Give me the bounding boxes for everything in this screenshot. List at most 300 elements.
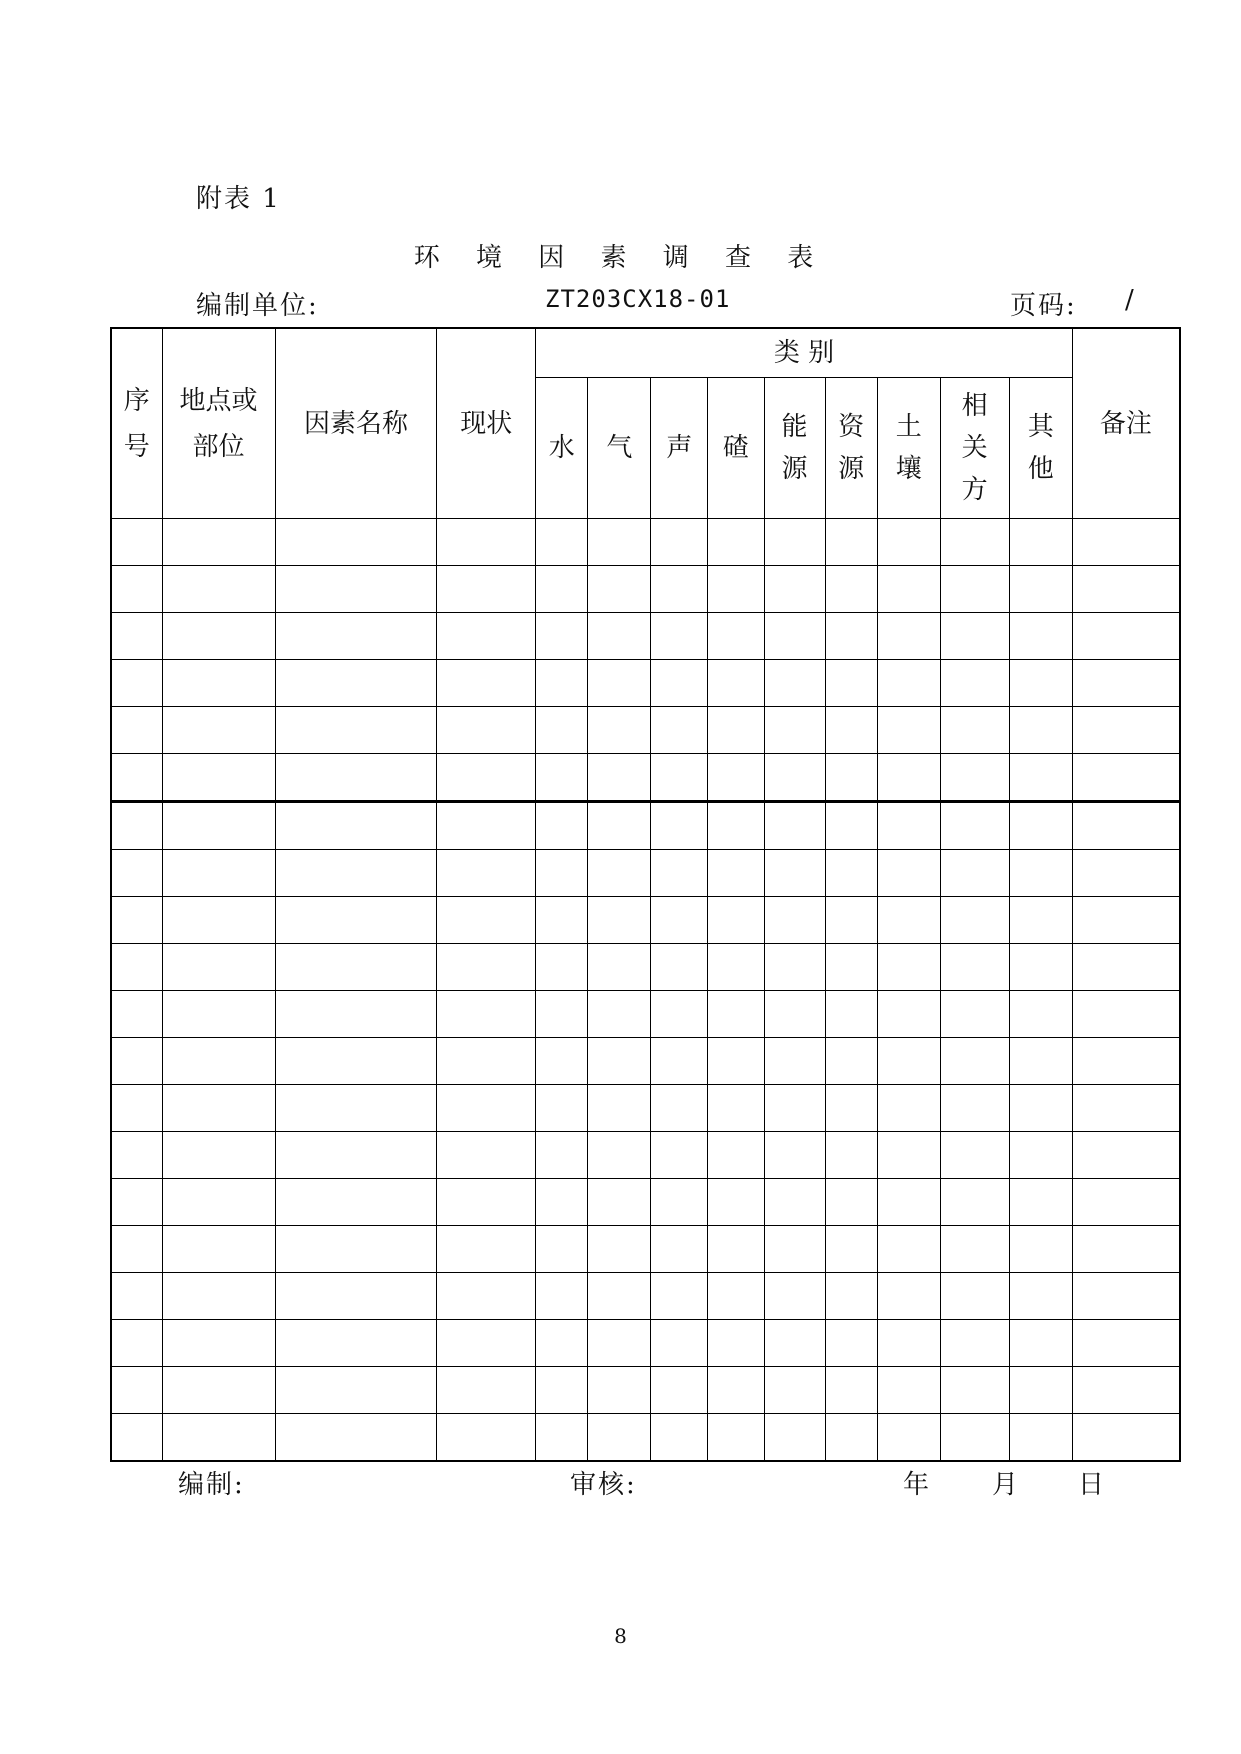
table-row bbox=[111, 944, 1180, 991]
table-cell[interactable] bbox=[707, 944, 764, 991]
table-cell[interactable] bbox=[651, 850, 708, 897]
table-cell[interactable] bbox=[877, 1320, 940, 1367]
table-cell[interactable] bbox=[437, 1179, 536, 1226]
table-cell[interactable] bbox=[825, 991, 877, 1038]
table-cell[interactable] bbox=[1009, 1179, 1072, 1226]
table-cell[interactable] bbox=[940, 1367, 1009, 1414]
table-cell[interactable] bbox=[162, 1226, 275, 1273]
table-cell[interactable] bbox=[162, 660, 275, 707]
table-cell[interactable] bbox=[588, 1273, 651, 1320]
table-cell[interactable] bbox=[275, 519, 437, 566]
table-cell[interactable] bbox=[707, 1179, 764, 1226]
header-status: 现状 bbox=[437, 328, 536, 519]
table-cell[interactable] bbox=[764, 660, 825, 707]
table-cell[interactable] bbox=[536, 754, 588, 802]
header-factor-name: 因素名称 bbox=[275, 328, 437, 519]
table-cell[interactable] bbox=[651, 1414, 708, 1462]
table-cell[interactable] bbox=[825, 1226, 877, 1273]
table-cell[interactable] bbox=[707, 991, 764, 1038]
table-cell[interactable] bbox=[588, 1132, 651, 1179]
table-cell[interactable] bbox=[1009, 1132, 1072, 1179]
table-cell[interactable] bbox=[825, 802, 877, 850]
table-cell[interactable] bbox=[707, 660, 764, 707]
table-cell[interactable] bbox=[536, 944, 588, 991]
table-cell[interactable] bbox=[651, 1085, 708, 1132]
table-cell[interactable] bbox=[940, 944, 1009, 991]
table-cell[interactable] bbox=[111, 613, 162, 660]
table-row bbox=[111, 897, 1180, 944]
table-cell[interactable] bbox=[651, 1179, 708, 1226]
table-cell[interactable] bbox=[536, 519, 588, 566]
table-cell[interactable] bbox=[877, 1132, 940, 1179]
table-cell[interactable] bbox=[764, 1367, 825, 1414]
table-cell[interactable] bbox=[536, 850, 588, 897]
table-cell[interactable] bbox=[707, 754, 764, 802]
table-cell[interactable] bbox=[940, 802, 1009, 850]
table-cell[interactable] bbox=[825, 1414, 877, 1462]
table-cell[interactable] bbox=[162, 1179, 275, 1226]
table-cell[interactable] bbox=[1072, 802, 1180, 850]
table-cell[interactable] bbox=[1072, 519, 1180, 566]
table-cell[interactable] bbox=[536, 566, 588, 613]
header-subcategory: 气 bbox=[588, 378, 651, 519]
table-cell[interactable] bbox=[437, 944, 536, 991]
table-cell[interactable] bbox=[588, 1414, 651, 1462]
table-cell[interactable] bbox=[940, 1320, 1009, 1367]
table-cell[interactable] bbox=[825, 1367, 877, 1414]
table-cell[interactable] bbox=[162, 519, 275, 566]
table-cell[interactable] bbox=[764, 991, 825, 1038]
table-cell[interactable] bbox=[1072, 897, 1180, 944]
table-cell[interactable] bbox=[707, 850, 764, 897]
table-cell[interactable] bbox=[162, 944, 275, 991]
table-row bbox=[111, 802, 1180, 850]
table-cell[interactable] bbox=[275, 1226, 437, 1273]
table-cell[interactable] bbox=[707, 1273, 764, 1320]
table-cell[interactable] bbox=[877, 897, 940, 944]
table-cell[interactable] bbox=[764, 802, 825, 850]
table-cell[interactable] bbox=[1009, 1038, 1072, 1085]
table-cell[interactable] bbox=[536, 897, 588, 944]
table-cell[interactable] bbox=[1009, 660, 1072, 707]
table-cell[interactable] bbox=[707, 707, 764, 754]
table-cell[interactable] bbox=[275, 1320, 437, 1367]
table-cell[interactable] bbox=[1009, 1367, 1072, 1414]
table-cell[interactable] bbox=[1009, 566, 1072, 613]
table-cell[interactable] bbox=[536, 1132, 588, 1179]
table-cell[interactable] bbox=[1072, 1085, 1180, 1132]
table-cell[interactable] bbox=[877, 1273, 940, 1320]
table-cell[interactable] bbox=[707, 519, 764, 566]
table-cell[interactable] bbox=[764, 897, 825, 944]
table-cell[interactable] bbox=[437, 1085, 536, 1132]
table-cell[interactable] bbox=[940, 1273, 1009, 1320]
table-cell[interactable] bbox=[275, 707, 437, 754]
table-row bbox=[111, 613, 1180, 660]
table-cell[interactable] bbox=[437, 754, 536, 802]
table-cell[interactable] bbox=[1072, 944, 1180, 991]
table-cell[interactable] bbox=[588, 660, 651, 707]
document-code: ZT203CX18-01 bbox=[545, 285, 731, 313]
table-cell[interactable] bbox=[825, 1179, 877, 1226]
table-cell[interactable] bbox=[764, 1226, 825, 1273]
table-cell[interactable] bbox=[437, 1414, 536, 1462]
table-cell[interactable] bbox=[111, 1179, 162, 1226]
table-cell[interactable] bbox=[764, 1179, 825, 1226]
table-cell[interactable] bbox=[707, 1226, 764, 1273]
table-cell[interactable] bbox=[1072, 1367, 1180, 1414]
table-cell[interactable] bbox=[651, 802, 708, 850]
table-cell[interactable] bbox=[940, 850, 1009, 897]
table-cell[interactable] bbox=[275, 802, 437, 850]
table-cell[interactable] bbox=[940, 519, 1009, 566]
table-cell[interactable] bbox=[940, 897, 1009, 944]
table-cell[interactable] bbox=[825, 1038, 877, 1085]
table-cell[interactable] bbox=[111, 1273, 162, 1320]
table-cell[interactable] bbox=[111, 1085, 162, 1132]
table-cell[interactable] bbox=[651, 1226, 708, 1273]
table-cell[interactable] bbox=[825, 566, 877, 613]
table-cell[interactable] bbox=[275, 991, 437, 1038]
table-cell[interactable] bbox=[1072, 1132, 1180, 1179]
table-cell[interactable] bbox=[588, 1085, 651, 1132]
table-cell[interactable] bbox=[111, 944, 162, 991]
table-cell[interactable] bbox=[764, 1085, 825, 1132]
table-cell[interactable] bbox=[1072, 1320, 1180, 1367]
table-cell[interactable] bbox=[536, 1367, 588, 1414]
table-cell[interactable] bbox=[162, 1414, 275, 1462]
table-cell[interactable] bbox=[275, 944, 437, 991]
table-cell[interactable] bbox=[1072, 1273, 1180, 1320]
table-cell[interactable] bbox=[437, 991, 536, 1038]
table-cell[interactable] bbox=[162, 1085, 275, 1132]
table-cell[interactable] bbox=[877, 1414, 940, 1462]
table-cell[interactable] bbox=[588, 802, 651, 850]
table-cell[interactable] bbox=[536, 1320, 588, 1367]
table-cell[interactable] bbox=[877, 754, 940, 802]
table-cell[interactable] bbox=[275, 1414, 437, 1462]
table-cell[interactable] bbox=[764, 613, 825, 660]
table-cell[interactable] bbox=[437, 1320, 536, 1367]
table-cell[interactable] bbox=[437, 1038, 536, 1085]
table-cell[interactable] bbox=[536, 1038, 588, 1085]
table-cell[interactable] bbox=[877, 660, 940, 707]
table-cell[interactable] bbox=[111, 1320, 162, 1367]
table-cell[interactable] bbox=[536, 660, 588, 707]
table-cell[interactable] bbox=[764, 850, 825, 897]
table-cell[interactable] bbox=[764, 566, 825, 613]
table-cell[interactable] bbox=[536, 802, 588, 850]
table-cell[interactable] bbox=[764, 944, 825, 991]
table-cell[interactable] bbox=[764, 1320, 825, 1367]
table-cell[interactable] bbox=[877, 1179, 940, 1226]
table-cell[interactable] bbox=[275, 1038, 437, 1085]
table-cell[interactable] bbox=[111, 897, 162, 944]
table-cell[interactable] bbox=[111, 519, 162, 566]
table-cell[interactable] bbox=[437, 850, 536, 897]
table-cell[interactable] bbox=[940, 1414, 1009, 1462]
table-cell[interactable] bbox=[437, 1273, 536, 1320]
table-cell[interactable] bbox=[825, 1273, 877, 1320]
table-row bbox=[111, 660, 1180, 707]
table-cell[interactable] bbox=[825, 944, 877, 991]
table-cell[interactable] bbox=[877, 613, 940, 660]
page-number-label: 页码: bbox=[1010, 291, 1077, 321]
table-cell[interactable] bbox=[1072, 1038, 1180, 1085]
table-cell[interactable] bbox=[764, 754, 825, 802]
table-cell[interactable] bbox=[651, 991, 708, 1038]
table-cell[interactable] bbox=[1009, 613, 1072, 660]
table-cell[interactable] bbox=[940, 1085, 1009, 1132]
table-cell[interactable] bbox=[940, 1179, 1009, 1226]
table-row bbox=[111, 1320, 1180, 1367]
table-cell[interactable] bbox=[1009, 1273, 1072, 1320]
table-cell[interactable] bbox=[437, 1367, 536, 1414]
table-cell[interactable] bbox=[707, 1038, 764, 1085]
table-cell[interactable] bbox=[437, 566, 536, 613]
table-cell[interactable] bbox=[588, 707, 651, 754]
table-cell[interactable] bbox=[1072, 1179, 1180, 1226]
table-cell[interactable] bbox=[825, 1132, 877, 1179]
table-cell[interactable] bbox=[111, 707, 162, 754]
table-cell[interactable] bbox=[1072, 1414, 1180, 1462]
table-cell[interactable] bbox=[707, 613, 764, 660]
reviewed-by-label: 审核: bbox=[570, 1470, 637, 1500]
table-cell[interactable] bbox=[651, 897, 708, 944]
table-cell[interactable] bbox=[1009, 802, 1072, 850]
header-subcategory: 土 壤 bbox=[877, 378, 940, 519]
table-cell[interactable] bbox=[764, 707, 825, 754]
table-cell[interactable] bbox=[707, 1132, 764, 1179]
table-cell[interactable] bbox=[825, 897, 877, 944]
table-cell[interactable] bbox=[588, 1226, 651, 1273]
table-cell[interactable] bbox=[588, 1320, 651, 1367]
table-cell[interactable] bbox=[111, 1132, 162, 1179]
table-cell[interactable] bbox=[877, 850, 940, 897]
table-cell[interactable] bbox=[877, 1226, 940, 1273]
table-cell[interactable] bbox=[940, 566, 1009, 613]
table-cell[interactable] bbox=[162, 897, 275, 944]
table-cell[interactable] bbox=[275, 1132, 437, 1179]
table-cell[interactable] bbox=[1072, 613, 1180, 660]
table-cell[interactable] bbox=[536, 707, 588, 754]
table-cell[interactable] bbox=[275, 1273, 437, 1320]
table-cell[interactable] bbox=[1009, 944, 1072, 991]
table-cell[interactable] bbox=[651, 613, 708, 660]
table-cell[interactable] bbox=[940, 1226, 1009, 1273]
table-row bbox=[111, 991, 1180, 1038]
table-cell[interactable] bbox=[275, 1085, 437, 1132]
table-cell[interactable] bbox=[162, 707, 275, 754]
table-cell[interactable] bbox=[877, 566, 940, 613]
table-cell[interactable] bbox=[437, 519, 536, 566]
table-cell[interactable] bbox=[825, 1320, 877, 1367]
table-cell[interactable] bbox=[651, 1038, 708, 1085]
table-cell[interactable] bbox=[111, 1226, 162, 1273]
table-cell[interactable] bbox=[1072, 991, 1180, 1038]
table-cell[interactable] bbox=[877, 802, 940, 850]
table-cell[interactable] bbox=[877, 1085, 940, 1132]
table-cell[interactable] bbox=[651, 1273, 708, 1320]
table-cell[interactable] bbox=[111, 802, 162, 850]
header-subcategory: 声 bbox=[651, 378, 708, 519]
table-cell[interactable] bbox=[1009, 1320, 1072, 1367]
table-cell[interactable] bbox=[111, 1367, 162, 1414]
table-cell[interactable] bbox=[940, 613, 1009, 660]
table-cell[interactable] bbox=[275, 897, 437, 944]
table-cell[interactable] bbox=[437, 1132, 536, 1179]
table-cell[interactable] bbox=[764, 519, 825, 566]
table-cell[interactable] bbox=[536, 613, 588, 660]
table-cell[interactable] bbox=[437, 802, 536, 850]
table-cell[interactable] bbox=[588, 850, 651, 897]
table-cell[interactable] bbox=[162, 566, 275, 613]
table-cell[interactable] bbox=[940, 1132, 1009, 1179]
table-cell[interactable] bbox=[825, 613, 877, 660]
table-cell[interactable] bbox=[1009, 1226, 1072, 1273]
table-cell[interactable] bbox=[536, 1179, 588, 1226]
table-cell[interactable] bbox=[588, 754, 651, 802]
document-title: 环 境 因 素 调 查 表 bbox=[413, 243, 828, 273]
table-cell[interactable] bbox=[651, 519, 708, 566]
table-cell[interactable] bbox=[877, 991, 940, 1038]
table-cell[interactable] bbox=[940, 660, 1009, 707]
table-cell[interactable] bbox=[162, 1273, 275, 1320]
table-cell[interactable] bbox=[162, 802, 275, 850]
table-cell[interactable] bbox=[111, 660, 162, 707]
table-cell[interactable] bbox=[764, 1414, 825, 1462]
table-cell[interactable] bbox=[651, 754, 708, 802]
table-cell[interactable] bbox=[162, 1320, 275, 1367]
table-cell[interactable] bbox=[588, 897, 651, 944]
table-cell[interactable] bbox=[1072, 660, 1180, 707]
table-cell[interactable] bbox=[707, 566, 764, 613]
table-cell[interactable] bbox=[825, 754, 877, 802]
table-cell[interactable] bbox=[1072, 566, 1180, 613]
table-cell[interactable] bbox=[588, 1038, 651, 1085]
table-cell[interactable] bbox=[651, 1367, 708, 1414]
table-cell[interactable] bbox=[1009, 850, 1072, 897]
table-cell[interactable] bbox=[162, 613, 275, 660]
table-cell[interactable] bbox=[1009, 991, 1072, 1038]
table-row bbox=[111, 566, 1180, 613]
table-cell[interactable] bbox=[588, 566, 651, 613]
table-cell[interactable] bbox=[588, 991, 651, 1038]
table-cell[interactable] bbox=[275, 850, 437, 897]
table-cell[interactable] bbox=[651, 566, 708, 613]
table-cell[interactable] bbox=[651, 1320, 708, 1367]
table-cell[interactable] bbox=[162, 1132, 275, 1179]
table-cell[interactable] bbox=[588, 944, 651, 991]
table-cell[interactable] bbox=[275, 754, 437, 802]
table-cell[interactable] bbox=[825, 660, 877, 707]
table-cell[interactable] bbox=[111, 1038, 162, 1085]
table-cell[interactable] bbox=[1009, 1085, 1072, 1132]
table-cell[interactable] bbox=[651, 707, 708, 754]
table-cell[interactable] bbox=[1009, 754, 1072, 802]
table-cell[interactable] bbox=[588, 613, 651, 660]
table-cell[interactable] bbox=[275, 566, 437, 613]
table-cell[interactable] bbox=[1009, 707, 1072, 754]
table-cell[interactable] bbox=[707, 802, 764, 850]
table-cell[interactable] bbox=[825, 850, 877, 897]
table-cell[interactable] bbox=[162, 850, 275, 897]
table-cell[interactable] bbox=[877, 1367, 940, 1414]
table-cell[interactable] bbox=[111, 850, 162, 897]
table-cell[interactable] bbox=[651, 944, 708, 991]
table-cell[interactable] bbox=[162, 1038, 275, 1085]
table-cell[interactable] bbox=[707, 897, 764, 944]
table-cell[interactable] bbox=[162, 1367, 275, 1414]
table-cell[interactable] bbox=[877, 519, 940, 566]
table-cell[interactable] bbox=[1072, 707, 1180, 754]
table-cell[interactable] bbox=[111, 1414, 162, 1462]
table-cell[interactable] bbox=[707, 1085, 764, 1132]
table-cell[interactable] bbox=[536, 1273, 588, 1320]
table-cell[interactable] bbox=[1009, 519, 1072, 566]
table-cell[interactable] bbox=[111, 566, 162, 613]
table-cell[interactable] bbox=[437, 1226, 536, 1273]
table-cell[interactable] bbox=[1009, 897, 1072, 944]
table-cell[interactable] bbox=[437, 660, 536, 707]
table-cell[interactable] bbox=[940, 754, 1009, 802]
table-cell[interactable] bbox=[707, 1414, 764, 1462]
table-cell[interactable] bbox=[1072, 754, 1180, 802]
page-number: 8 bbox=[614, 1624, 627, 1648]
table-cell[interactable] bbox=[588, 1367, 651, 1414]
table-cell[interactable] bbox=[877, 944, 940, 991]
table-cell[interactable] bbox=[1072, 850, 1180, 897]
table-cell[interactable] bbox=[940, 1038, 1009, 1085]
table-cell[interactable] bbox=[437, 707, 536, 754]
table-cell[interactable] bbox=[707, 1320, 764, 1367]
table-cell[interactable] bbox=[825, 707, 877, 754]
table-cell[interactable] bbox=[825, 1085, 877, 1132]
table-cell[interactable] bbox=[437, 897, 536, 944]
table-cell[interactable] bbox=[437, 613, 536, 660]
table-cell[interactable] bbox=[536, 1085, 588, 1132]
table-cell[interactable] bbox=[588, 519, 651, 566]
table-cell[interactable] bbox=[275, 613, 437, 660]
table-cell[interactable] bbox=[536, 1226, 588, 1273]
table-cell[interactable] bbox=[764, 1273, 825, 1320]
table-cell[interactable] bbox=[877, 1038, 940, 1085]
table-cell[interactable] bbox=[111, 991, 162, 1038]
table-cell[interactable] bbox=[111, 754, 162, 802]
table-cell[interactable] bbox=[1072, 1226, 1180, 1273]
table-cell[interactable] bbox=[536, 991, 588, 1038]
table-cell[interactable] bbox=[877, 707, 940, 754]
table-cell[interactable] bbox=[275, 660, 437, 707]
table-cell[interactable] bbox=[275, 1179, 437, 1226]
header-subcategory: 相 关 方 bbox=[940, 378, 1009, 519]
table-cell[interactable] bbox=[651, 1132, 708, 1179]
table-cell[interactable] bbox=[1009, 1414, 1072, 1462]
table-cell[interactable] bbox=[275, 1367, 437, 1414]
table-cell[interactable] bbox=[940, 991, 1009, 1038]
table-cell[interactable] bbox=[825, 519, 877, 566]
table-cell[interactable] bbox=[940, 707, 1009, 754]
table-cell[interactable] bbox=[764, 1038, 825, 1085]
table-cell[interactable] bbox=[588, 1179, 651, 1226]
table-cell[interactable] bbox=[162, 991, 275, 1038]
table-cell[interactable] bbox=[536, 1414, 588, 1462]
table-cell[interactable] bbox=[162, 754, 275, 802]
table-cell[interactable] bbox=[651, 660, 708, 707]
day-label: 日 bbox=[1078, 1470, 1105, 1500]
table-cell[interactable] bbox=[764, 1132, 825, 1179]
table-cell[interactable] bbox=[707, 1367, 764, 1414]
